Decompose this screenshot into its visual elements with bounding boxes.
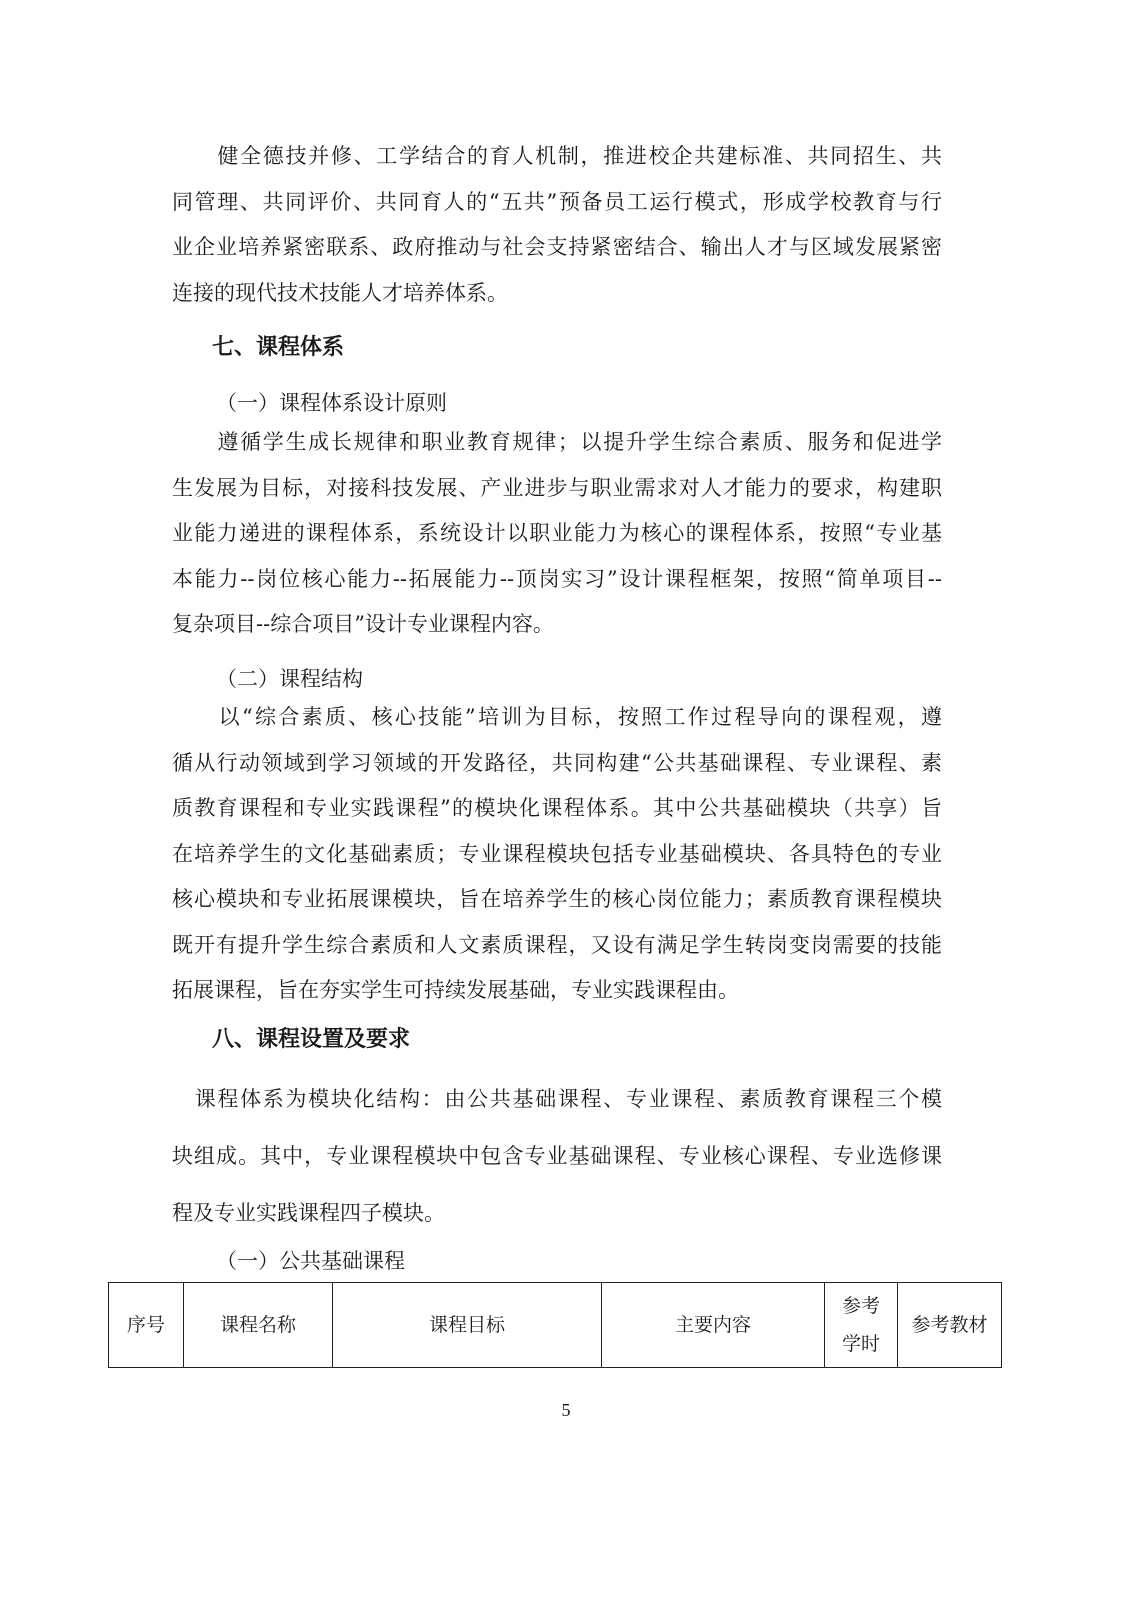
table-header-row <box>109 1283 1002 1368</box>
page-number: 5 <box>561 1400 571 1420</box>
text-line: 生发展为目标，对接科技发展、产业进步与职业需求对人才能力的要求，构建职 <box>172 475 942 500</box>
subheading-7-1: （一）课程体系设计原则 <box>216 391 447 415</box>
text-line: 健全德技并修、工学结合的育人机制，推进校企共建标准、共同招生、共 <box>172 144 942 168</box>
text-line: 循从行动领域到学习领域的开发路径，共同构建“公共基础课程、专业课程、素 <box>172 750 942 775</box>
text-line: 复杂项目--综合项目”设计专业课程内容。 <box>172 612 554 636</box>
text-line: 既开有提升学生综合素质和人文素质课程，又设有满足学生转岗变岗需要的技能 <box>172 932 942 957</box>
text-line: 质教育课程和专业实践课程”的模块化课程体系。其中公共基础模块（共享）旨 <box>172 796 942 820</box>
text-line: 同管理、共同评价、共同育人的“五共”预备员工运行模式，形成学校教育与行 <box>172 189 942 214</box>
paragraph-design-principle <box>172 420 942 648</box>
text-line: 核心模块和专业拓展课模块，旨在培养学生的核心岗位能力；素质教育课程模块 <box>172 887 942 911</box>
text-line: 拓展课程，旨在夯实学生可持续发展基础，专业实践课程由。 <box>172 978 739 1002</box>
header-cell-index: 序号 <box>109 1283 184 1368</box>
text-line: 业企业培养紧密联系、政府推动与社会支持紧密结合、输出人才与区域发展紧密 <box>172 235 942 259</box>
paragraph-course-structure <box>172 695 942 1014</box>
paragraph-mechanism <box>172 134 942 316</box>
header-cell-hours-line1: 参考 <box>841 1295 880 1317</box>
subheading-7-2: （二）课程结构 <box>216 667 363 691</box>
text-line: 业能力递进的课程体系，系统设计以职业能力为核心的课程体系，按照“专业基 <box>172 521 942 545</box>
header-cell-main-content: 主要内容 <box>602 1283 825 1368</box>
header-cell-hours-line2: 学时 <box>841 1333 880 1355</box>
header-cell-course-name: 课程名称 <box>184 1283 333 1368</box>
course-table <box>108 1282 1002 1368</box>
text-line: 遵循学生成长规律和职业教育规律；以提升学生综合素质、服务和促进学 <box>172 430 942 454</box>
text-line: 在培养学生的文化基础素质；专业课程模块包括专业基础模块、各具特色的专业 <box>172 841 942 866</box>
header-cell-course-goal: 课程目标 <box>333 1283 602 1368</box>
section-heading-7: 七、课程体系 <box>212 335 345 360</box>
header-cell-textbook: 参考教材 <box>898 1283 1002 1368</box>
paragraph-modular-structure <box>172 1071 942 1242</box>
text-line: 连接的现代技术技能人才培养体系。 <box>172 280 508 305</box>
text-line: 本能力--岗位核心能力--拓展能力--顶岗实习”设计课程框架，按照“简单项目-- <box>172 566 942 591</box>
header-cell-hours <box>825 1283 898 1368</box>
text-line: 程及专业实践课程四子模块。 <box>172 1201 445 1225</box>
text-line: 课程体系为模块化结构：由公共基础课程、专业课程、素质教育课程三个模 <box>172 1087 942 1111</box>
text-line: 块组成。其中，专业课程模块中包含专业基础课程、专业核心课程、专业选修课 <box>172 1144 942 1168</box>
text-line: 以“综合素质、核心技能”培训为目标，按照工作过程导向的课程观，遵 <box>172 705 942 729</box>
subheading-8-1: （一）公共基础课程 <box>216 1249 405 1273</box>
section-heading-8: 八、课程设置及要求 <box>212 1027 411 1052</box>
